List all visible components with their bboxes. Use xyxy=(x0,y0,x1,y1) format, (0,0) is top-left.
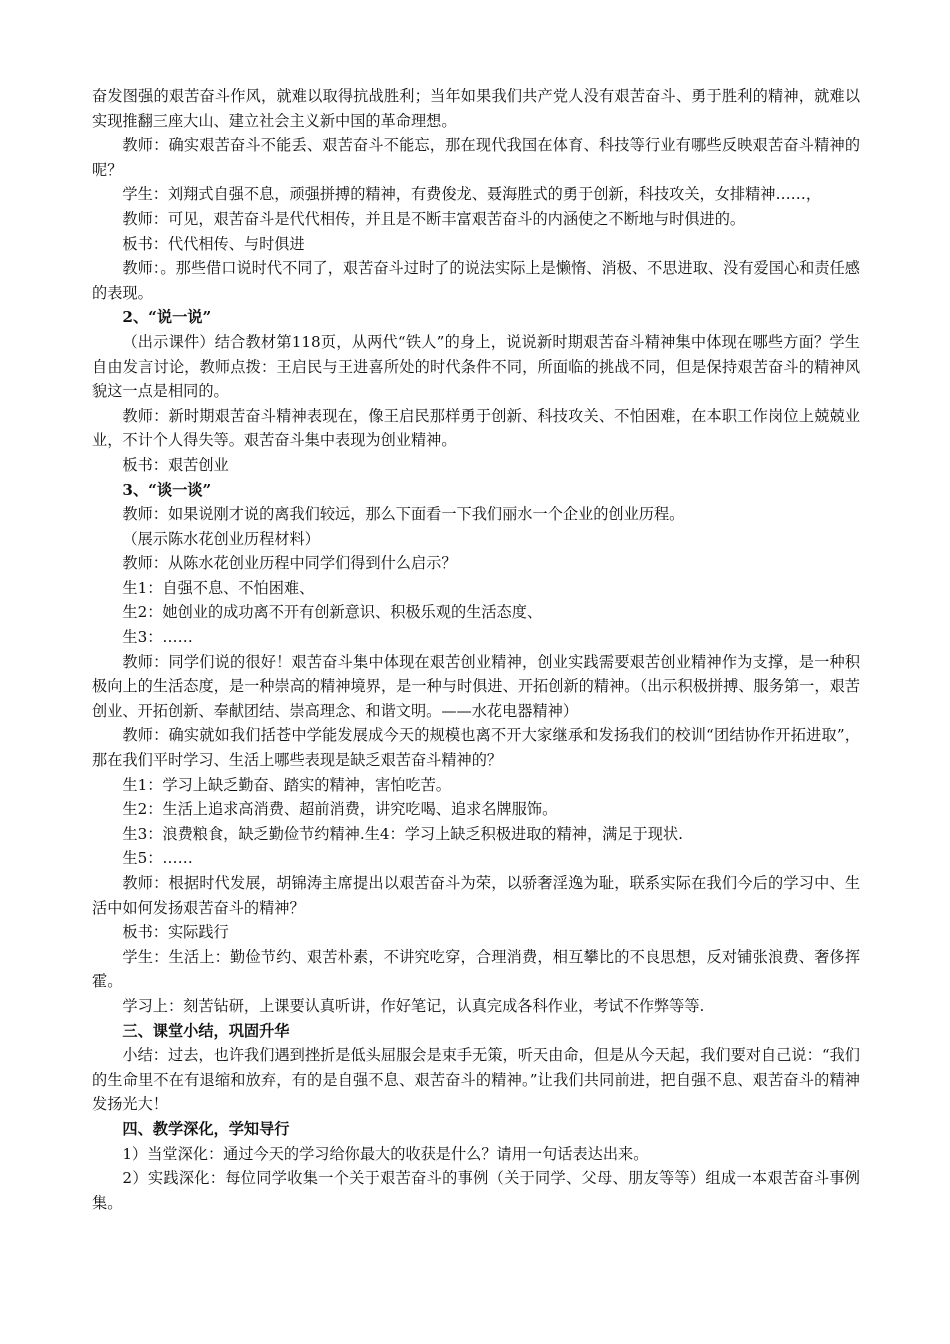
body-paragraph: （出示课件）结合教材第118页，从两代“铁人”的身上，说说新时期艰苦奋斗精神集中体现在哪些方面？学生自由发言讨论，教师点拨：王启民与王进喜所处的时代条件不同，所面临的挑战不同，但是保持艰苦奋斗的精神风貌这一点是相同的。 xyxy=(92,332,860,401)
body-paragraph: 生3：浪费粮食，缺乏勤俭节约精神.生4：学习上缺乏积极进取的精神，满足于现状. xyxy=(122,824,683,843)
body-paragraph: 板书：代代相传、与时俱进 xyxy=(122,234,305,253)
section-heading: 三、课堂小结，巩固升华 xyxy=(122,1021,290,1040)
body-paragraph: 教师：可见，艰苦奋斗是代代相传，并且是不断丰富艰苦奋斗的内涵使之不断地与时俱进的。 xyxy=(122,209,746,228)
body-paragraph: 奋发图强的艰苦奋斗作风，就难以取得抗战胜利；当年如果我们共产党人没有艰苦奋斗、勇于胜利的精神，就难以实现推翻三座大山、建立社会主义新中国的革命理想。 xyxy=(92,87,860,130)
body-paragraph: 生3：…… xyxy=(122,628,193,647)
body-paragraph: 生5：…… xyxy=(122,849,193,868)
body-paragraph: 教师：根据时代发展，胡锦涛主席提出以艰苦奋斗为荣，以骄奢淫逸为耻，联系实际在我们今后的学习中、生活中如何发扬艰苦奋斗的精神？ xyxy=(92,874,860,917)
body-paragraph: 教师：如果说刚才说的离我们较远，那么下面看一下我们丽水一个企业的创业历程。 xyxy=(122,505,685,524)
body-paragraph: 教师：确实艰苦奋斗不能丢、艰苦奋斗不能忘，那在现代我国在体育、科技等行业有哪些反映艰苦奋斗精神的呢？ xyxy=(92,136,860,179)
body-paragraph: 小结：过去，也许我们遇到挫折是低头屈服会是束手无策，听天由命，但是从今天起，我们要对自己说：“我们的生命里不在有退缩和放弃，有的是自强不息、艰苦奋斗的精神。”让我们共同前进，把自强不息、艰苦奋斗的精神发扬光大！ xyxy=(92,1046,860,1114)
body-paragraph: 学习上：刻苦钻研，上课要认真听讲，作好笔记，认真完成各科作业，考试不作弊等等. xyxy=(122,996,705,1015)
body-paragraph: 学生：刘翔式自强不息，顽强拼搏的精神，有费俊龙、聂海胜式的勇于创新，科技攻关，女排精神……， xyxy=(122,185,822,204)
body-paragraph: 板书：实际践行 xyxy=(122,923,229,942)
body-paragraph: 教师：。那些借口说时代不同了，艰苦奋斗过时了的说法实际上是懒惰、消极、不思进取、没有爱国心和责任感的表现。 xyxy=(92,259,860,302)
body-paragraph: 生1：学习上缺乏勤奋、踏实的精神，害怕吃苦。 xyxy=(122,775,451,794)
body-paragraph: 教师：同学们说的很好！艰苦奋斗集中体现在艰苦创业精神，创业实践需要艰苦创业精神作为支撑，是一种积极向上的生活态度，是一种崇高的精神境界，是一种与时俱进、开拓创新的精神。（出示积极拼搏、服务第一，艰苦创业、开拓创新、奉献团结、崇高理念、和谐文明。——水花电器精神） xyxy=(92,652,860,720)
body-paragraph: 教师：确实就如我们括苍中学能发展成今天的规模也离不开大家继承和发扬我们的校训“团结协作开拓进取”，那在我们平时学习、生活上哪些表现是缺乏艰苦奋斗精神的？ xyxy=(92,726,860,770)
body-paragraph: 教师：新时期艰苦奋斗精神表现在，像王启民那样勇于创新、科技攻关、不怕困难，在本职工作岗位上兢兢业业，不计个人得失等。艰苦奋斗集中表现为创业精神。 xyxy=(92,406,860,450)
section-heading: 2、“说一说” xyxy=(122,308,212,327)
body-paragraph: 板书：艰苦创业 xyxy=(122,455,229,474)
body-paragraph: 学生：生活上：勤俭节约、艰苦朴素，不讲究吃穿，合理消费，相互攀比的不良思想，反对铺张浪费、奢侈挥霍。 xyxy=(92,947,860,991)
section-heading: 四、教学深化，学知导行 xyxy=(122,1119,290,1138)
section-heading: 3、“谈一谈” xyxy=(122,480,212,499)
body-paragraph: 2）实践深化：每位同学收集一个关于艰苦奋斗的事例（关于同学、父母、朋友等等）组成一本艰苦奋斗事例集。 xyxy=(92,1169,860,1212)
document-page xyxy=(92,84,860,1215)
body-paragraph: 教师：从陈水花创业历程中同学们得到什么启示？ xyxy=(122,554,457,573)
body-paragraph: 1）当堂深化：通过今天的学习给你最大的收获是什么？请用一句话表达出来。 xyxy=(122,1144,649,1163)
body-paragraph: 生2：生活上追求高消费、超前消费，讲究吃喝、追求名牌服饰。 xyxy=(122,800,558,819)
body-paragraph: 生1：自强不息、不怕困难、 xyxy=(122,578,315,597)
body-paragraph: （展示陈水花创业历程材料） xyxy=(122,529,320,548)
body-paragraph: 生2：她创业的成功离不开有创新意识、积极乐观的生活态度、 xyxy=(122,603,543,622)
